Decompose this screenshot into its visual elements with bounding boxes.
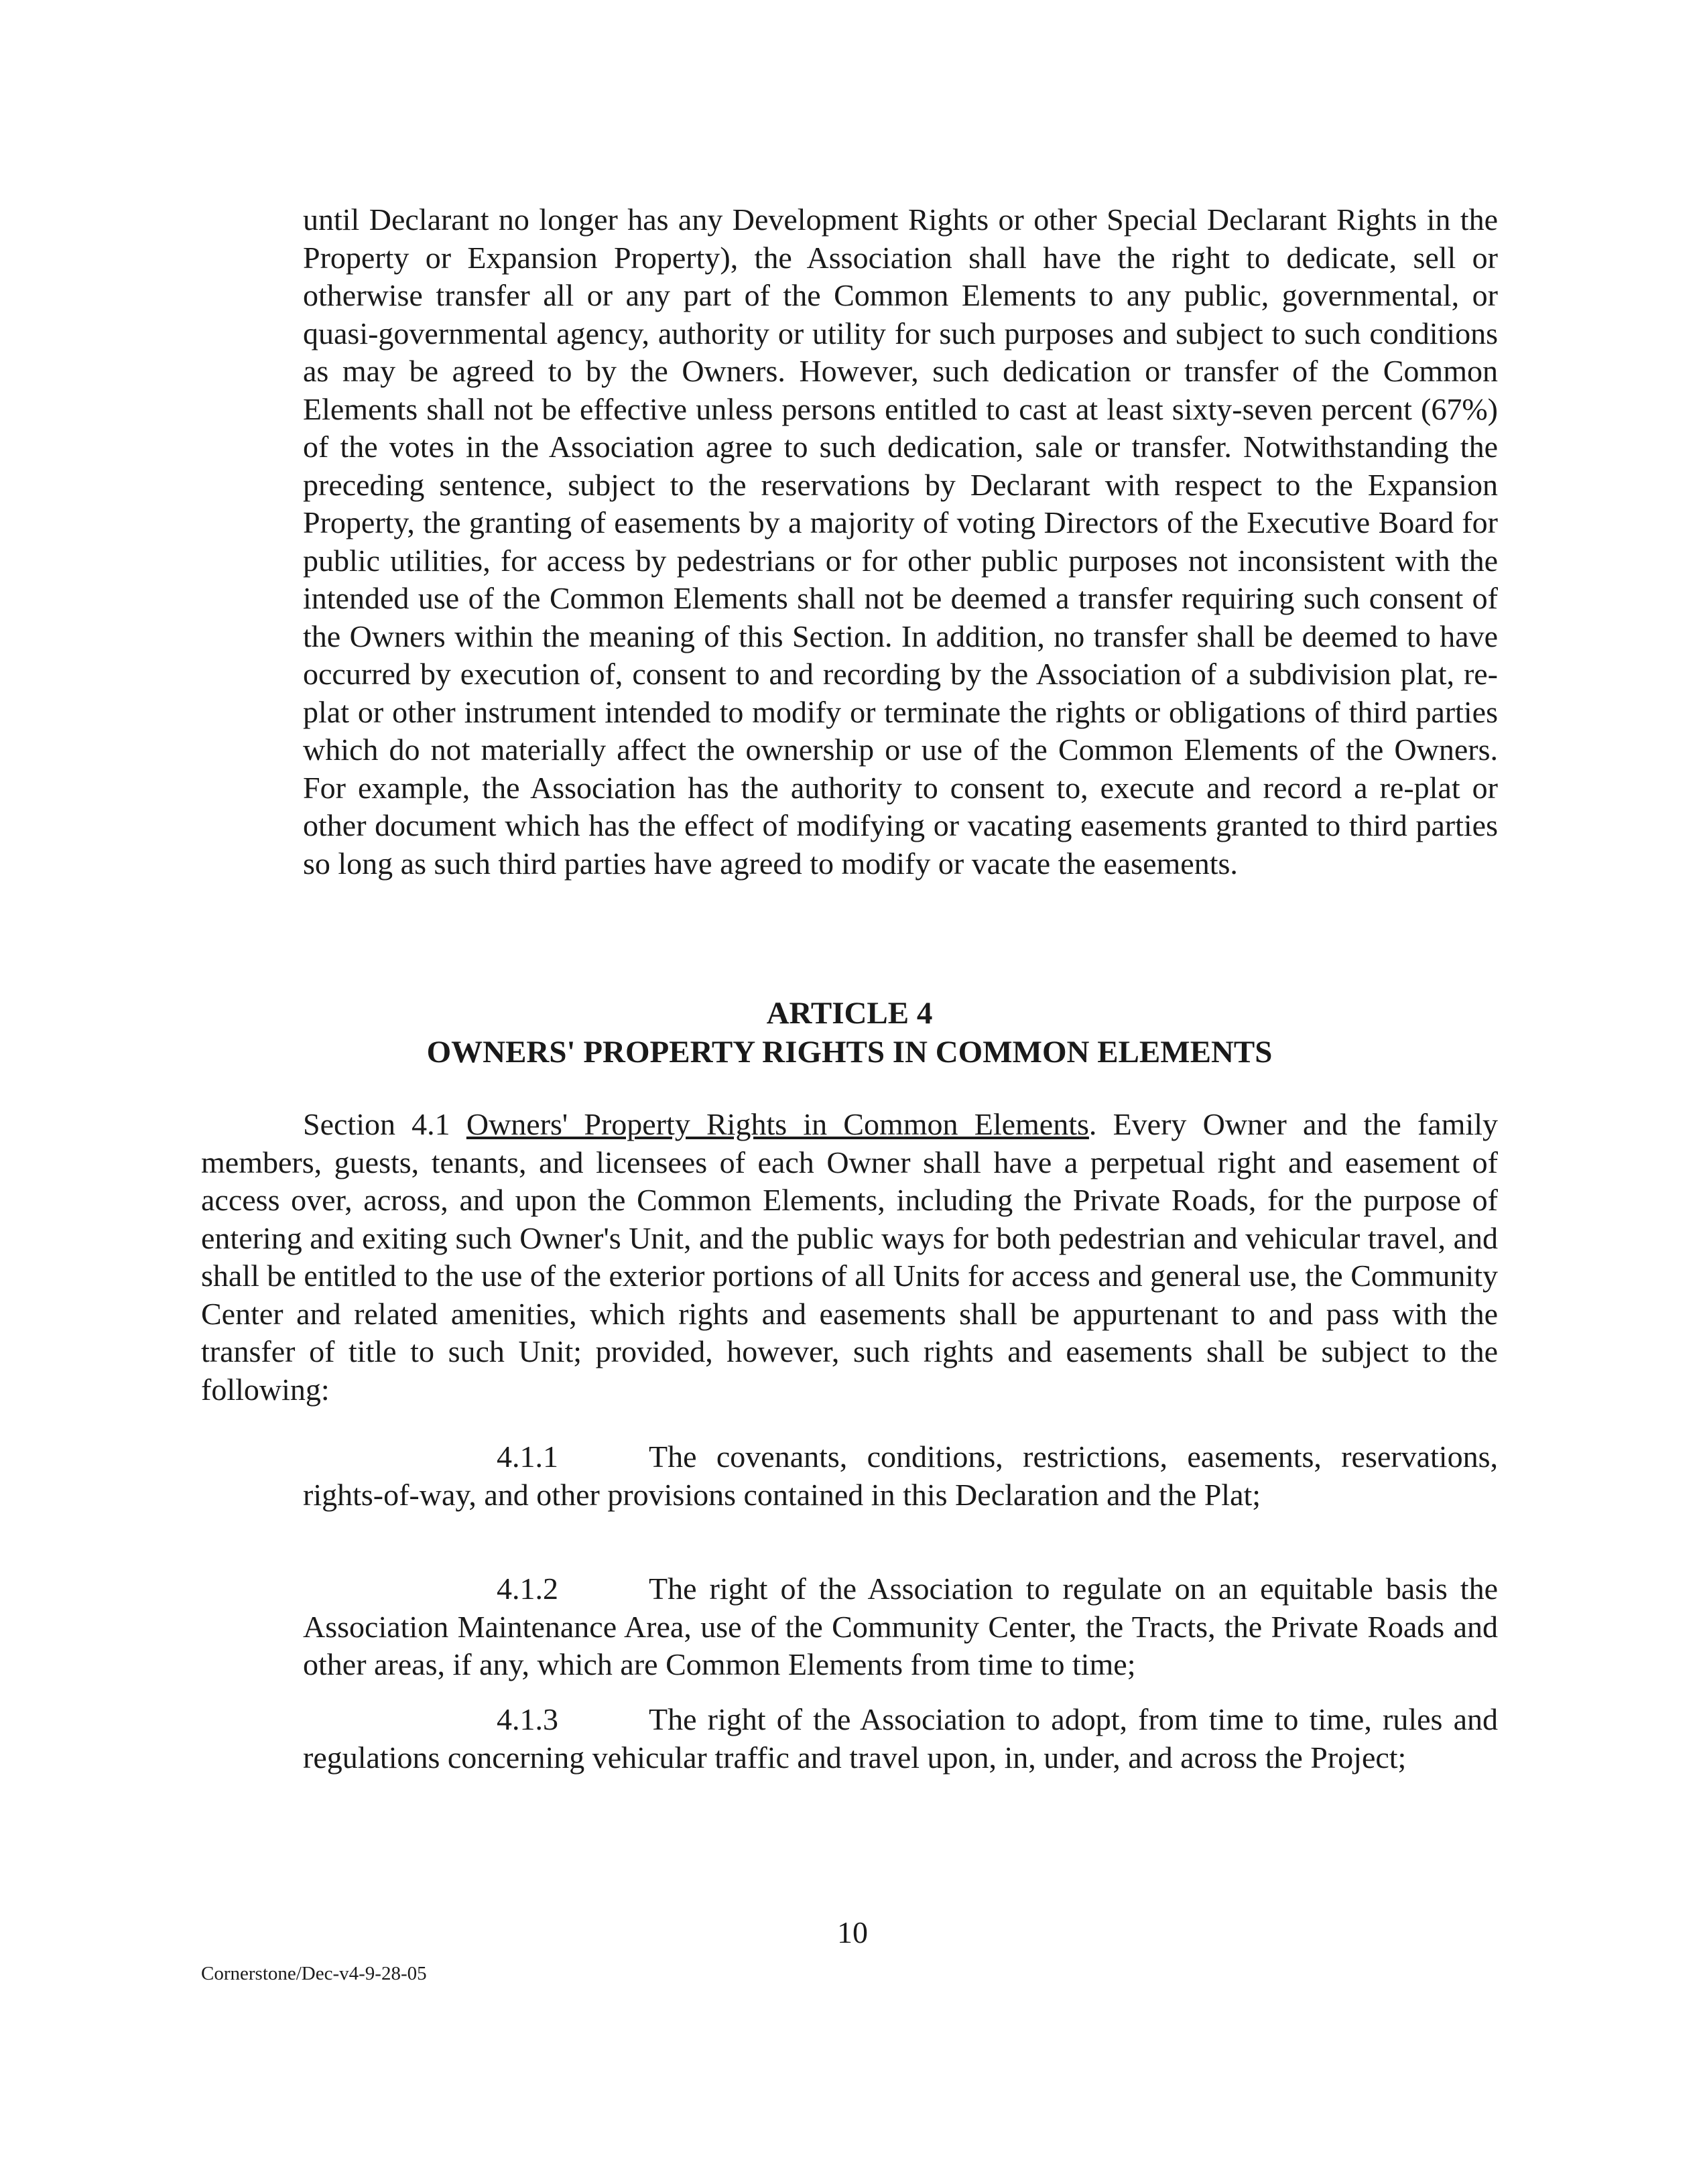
continued-paragraph: until Declarant no longer has any Development Rights or other Special Declarant Rights in the Property or Expansion Property), the Association shall have the right to dedicate, sell or otherwise transfer all or any part of the Common Elements to any public, governmental, or quasi-governmental agency, authority or utility for such purposes and subject to such conditions as may be agreed to by the Owners. However, such dedication or transfer of the Common Elements shall not be effective unless persons entitled to cast at least sixty-seven percent (67%) of the votes in the Association agree to such dedication, sale or transfer. Notwithstanding the preceding sentence, subject to the reservations by Declarant with respect to the Expansion Property, the granting of easements by a majority of voting Directors of the Executive Board for public utilities, for access by pedestrians or for other public purposes not inconsistent with the intended use of the Common Elements shall not be deemed a transfer requiring such consent of the Owners within the meaning of this Section. In addition, no transfer shall be deemed to have occurred by execution of, consent to and recording by the Association of a subdivision plat, re-plat or other instrument intended to modify or terminate the rights or obligations of third parties which do not materially affect the ownership or use of the Common Elements of the Owners. For example, the Association has the authority to consent to, execute and record a re-plat or other document which has the effect of modifying or vacating easements granted to third parties so long as such third parties have agreed to modify or vacate the easements.: [303, 202, 1498, 881]
section-4-1-paragraph: [201, 1106, 1498, 1409]
subsection-text: The right of the Association to regulate on an equitable basis the Association Maintenance Area, use of the Community Center, the Tracts, the Private Roads and other areas, if any, which are Common Elements from time to time;: [303, 1571, 1498, 1681]
subsection-text: The right of the Association to adopt, from time to time, rules and regulations concerning vehicular traffic and travel upon, in, under, and across the Project;: [303, 1702, 1498, 1775]
article-title: OWNERS' PROPERTY RIGHTS IN COMMON ELEMENTS: [426, 1035, 1273, 1070]
subsection-text: The covenants, conditions, restrictions, easements, reservations, rights-of-way, and other provisions contained in this Declaration and the Plat;: [303, 1439, 1498, 1512]
section-heading: Owners' Property Rights in Common Elements: [466, 1107, 1089, 1141]
subsection-4-1-2: [303, 1570, 1498, 1684]
subsection-4-1-1: [303, 1438, 1498, 1514]
footer-document-id: Cornerstone/Dec-v4-9-28-05: [201, 1963, 427, 1984]
subsection-number: 4.1.1: [497, 1439, 558, 1474]
subsection-4-1-3: [303, 1701, 1498, 1777]
page-number: 10: [837, 1915, 868, 1949]
section-body: . Every Owner and the family members, guests, tenants, and licensees of each Owner shall have a perpetual right and easement of access over, across, and upon the Common Elements, including the Private Roads, for the purpose of entering and exiting such Owner's Unit, and the public ways for both pedestrian and vehicular travel, and shall be entitled to the use of the exterior portions of all Units for access and general use, the Community Center and related amenities, which rights and easements shall be appurtenant to and pass with the transfer of title to such Unit; provided, however, such rights and easements shall be subject to the following:: [201, 1107, 1499, 1407]
subsection-number: 4.1.2: [497, 1571, 558, 1606]
section-label: Section 4.1: [303, 1107, 450, 1141]
article-number: ARTICLE 4: [766, 996, 933, 1031]
subsection-number: 4.1.3: [497, 1702, 558, 1736]
